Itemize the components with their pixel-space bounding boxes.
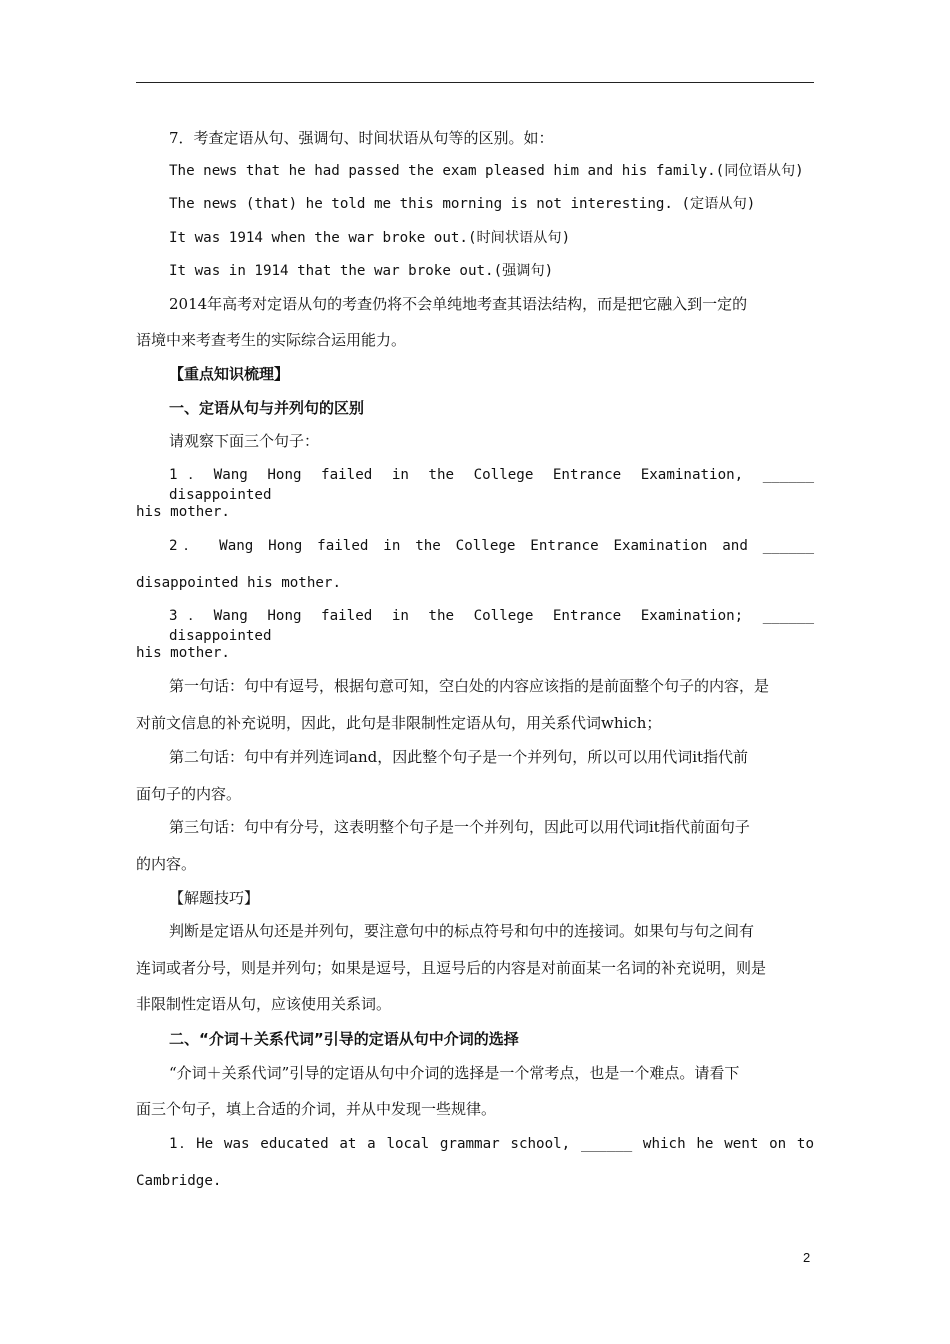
- example-sentence: 2． Wang Hong failed in the College Entrance Examination and ______: [169, 538, 814, 554]
- example-sentence: It was 1914 when the war broke out.(时间状语从句): [169, 230, 571, 246]
- example-sentence: 1．Wang Hong failed in the College Entrance Examination, ______ disappointed: [169, 467, 814, 503]
- text-line: 7．考查定语从句、强调句、时间状语从句等的区别。如：: [169, 129, 554, 147]
- section-heading: 一、定语从句与并列句的区别: [169, 399, 365, 417]
- text-line: 第二句话：句中有并列连词and，因此整个句子是一个并列句，所以可以用代词it指代前: [169, 748, 749, 766]
- example-sentence: It was in 1914 that the war broke out.(强调句): [169, 263, 554, 279]
- page-number: 2: [803, 1250, 811, 1265]
- text-line: 非限制性定语从句，应该使用关系词。: [136, 995, 392, 1013]
- section-heading: 【重点知识梳理】: [169, 365, 290, 383]
- example-sentence: disappointed his mother.: [136, 575, 341, 591]
- example-sentence: Cambridge.: [136, 1173, 222, 1189]
- text-line: 连词或者分号，则是并列句；如果是逗号，且逗号后的内容是对前面某一名词的补充说明，则是: [136, 959, 767, 977]
- example-sentence: 1．He was educated at a local grammar school, ______ which he went on to: [169, 1136, 814, 1152]
- example-sentence: The news that he had passed the exam pleased him and his family.(同位语从句): [169, 163, 804, 179]
- text-line: 对前文信息的补充说明，因此，此句是非限制性定语从句，用关系代词which；: [136, 714, 662, 732]
- text-line: 第三句话：句中有分号，这表明整个句子是一个并列句，因此可以用代词it指代前面句子: [169, 818, 750, 836]
- example-sentence: 3．Wang Hong failed in the College Entrance Examination; ______ disappointed: [169, 608, 814, 644]
- text-line: 请观察下面三个句子：: [169, 432, 320, 450]
- section-heading: 二、“介词＋关系代词”引导的定语从句中介词的选择: [169, 1030, 519, 1048]
- header-rule: [136, 82, 814, 83]
- text-line: 判断是定语从句还是并列句，要注意句中的标点符号和句中的连接词。如果句与句之间有: [169, 922, 755, 940]
- text-line: 的内容。: [136, 855, 197, 873]
- text-line: 面句子的内容。: [136, 785, 242, 803]
- text-line: 语境中来考查考生的实际综合运用能力。: [136, 331, 407, 349]
- text-line: 2014年高考对定语从句的考查仍将不会单纯地考查其语法结构，而是把它融入到一定的: [169, 295, 748, 313]
- section-heading: 【解题技巧】: [169, 889, 260, 907]
- example-sentence: The news (that) he told me this morning is not interesting. (定语从句): [169, 196, 756, 212]
- example-sentence: his mother.: [136, 645, 230, 661]
- text-line: “介词＋关系代词”引导的定语从句中介词的选择是一个常考点，也是一个难点。请看下: [169, 1064, 740, 1082]
- text-line: 第一句话：句中有逗号，根据句意可知，空白处的内容应该指的是前面整个句子的内容，是: [169, 677, 770, 695]
- example-sentence: his mother.: [136, 504, 230, 520]
- text-line: 面三个句子，填上合适的介词，并从中发现一些规律。: [136, 1100, 497, 1118]
